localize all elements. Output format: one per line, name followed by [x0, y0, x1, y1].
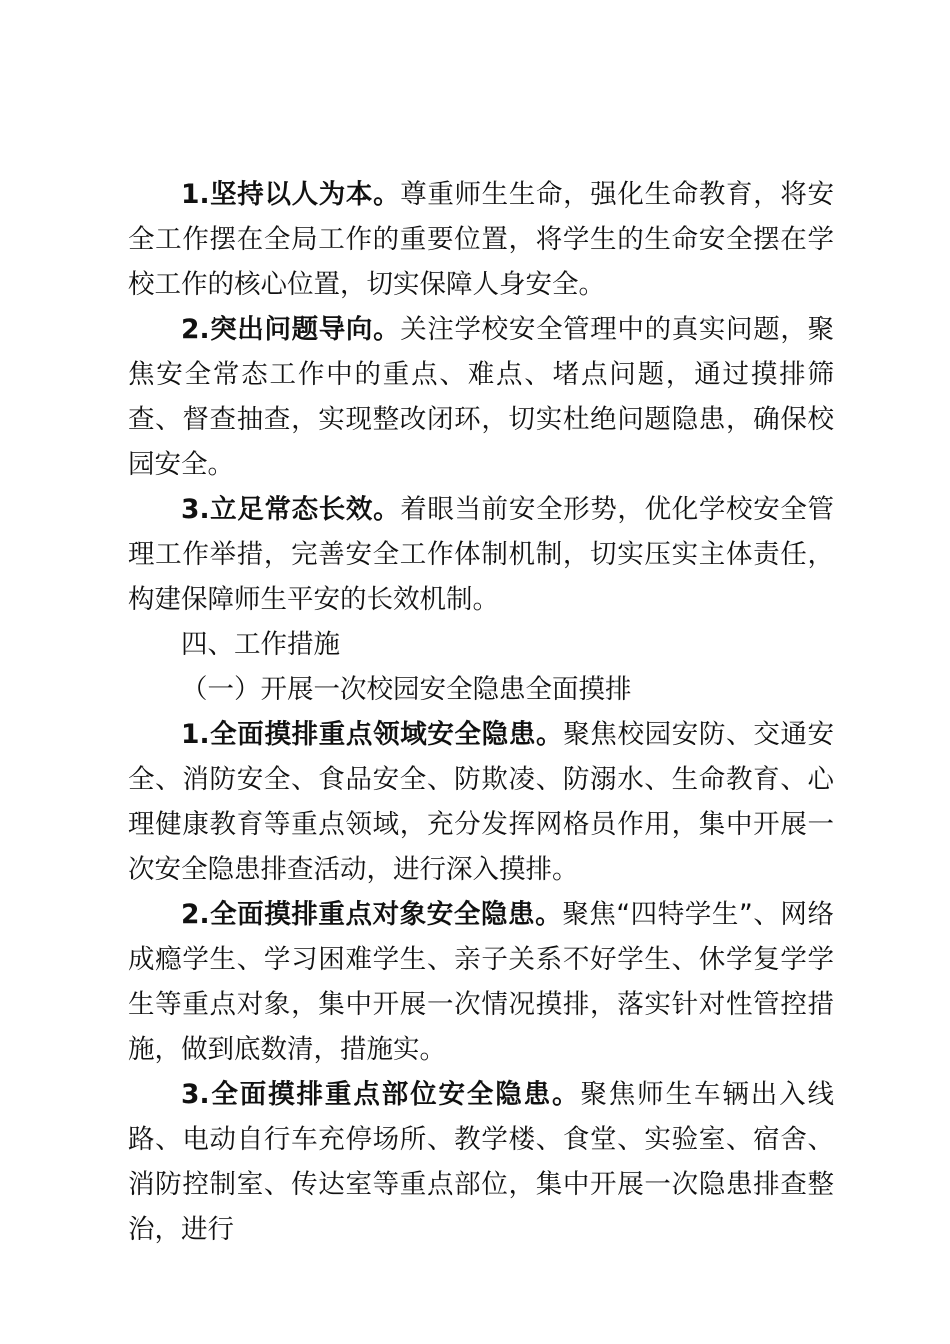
measure-paragraph-2: [128, 892, 834, 1072]
paragraph-lead: 1.坚持以人为本。: [181, 179, 401, 210]
subsection-heading: [128, 667, 834, 712]
paragraph-lead: 2.全面摸排重点对象安全隐患。: [181, 899, 563, 930]
principle-paragraph-1: [128, 172, 834, 307]
document-body: [128, 172, 834, 1252]
section-heading-text: 四、工作措施: [181, 629, 340, 660]
subsection-heading-text: （一）开展一次校园安全隐患全面摸排: [181, 674, 632, 705]
paragraph-lead: 3.全面摸排重点部位安全隐患。: [181, 1079, 581, 1110]
measure-paragraph-3: [128, 1072, 834, 1252]
paragraph-text: 聚焦“四特学生”、网络成瘾学生、学习困难学生、亲子关系不好学生、休学复学学生等重点对象，集中开展一次情况摸排，落实针对性管控措施，做到底数清，措施实。: [128, 899, 834, 1065]
section-heading: [128, 622, 834, 667]
paragraph-text: 着眼当前安全形势，优化学校安全管理工作举措，完善安全工作体制机制，切实压实主体责任，构建保障师生平安的长效机制。: [128, 494, 834, 615]
paragraph-lead: 1.全面摸排重点领域安全隐患。: [181, 719, 564, 750]
paragraph-text: 聚焦校园安防、交通安全、消防安全、食品安全、防欺凌、防溺水、生命教育、心理健康教育等重点领域，充分发挥网格员作用，集中开展一次安全隐患排查活动，进行深入摸排。: [128, 719, 835, 885]
paragraph-text: 聚焦师生车辆出入线路、电动自行车充停场所、教学楼、食堂、实验室、宿舍、消防控制室、传达室等重点部位，集中开展一次隐患排查整治，进行: [128, 1079, 834, 1245]
paragraph-text: 关注学校安全管理中的真实问题，聚焦安全常态工作中的重点、难点、堵点问题，通过摸排筛查、督查抽查，实现整改闭环，切实杜绝问题隐患，确保校园安全。: [128, 314, 834, 480]
paragraph-lead: 3.立足常态长效。: [181, 494, 401, 525]
measure-paragraph-1: [128, 712, 834, 892]
paragraph-text: 尊重师生生命，强化生命教育，将安全工作摆在全局工作的重要位置，将学生的生命安全摆在学校工作的核心位置，切实保障人身安全。: [128, 179, 834, 300]
paragraph-lead: 2.突出问题导向。: [181, 314, 401, 345]
principle-paragraph-3: [128, 487, 834, 622]
principle-paragraph-2: [128, 307, 834, 487]
